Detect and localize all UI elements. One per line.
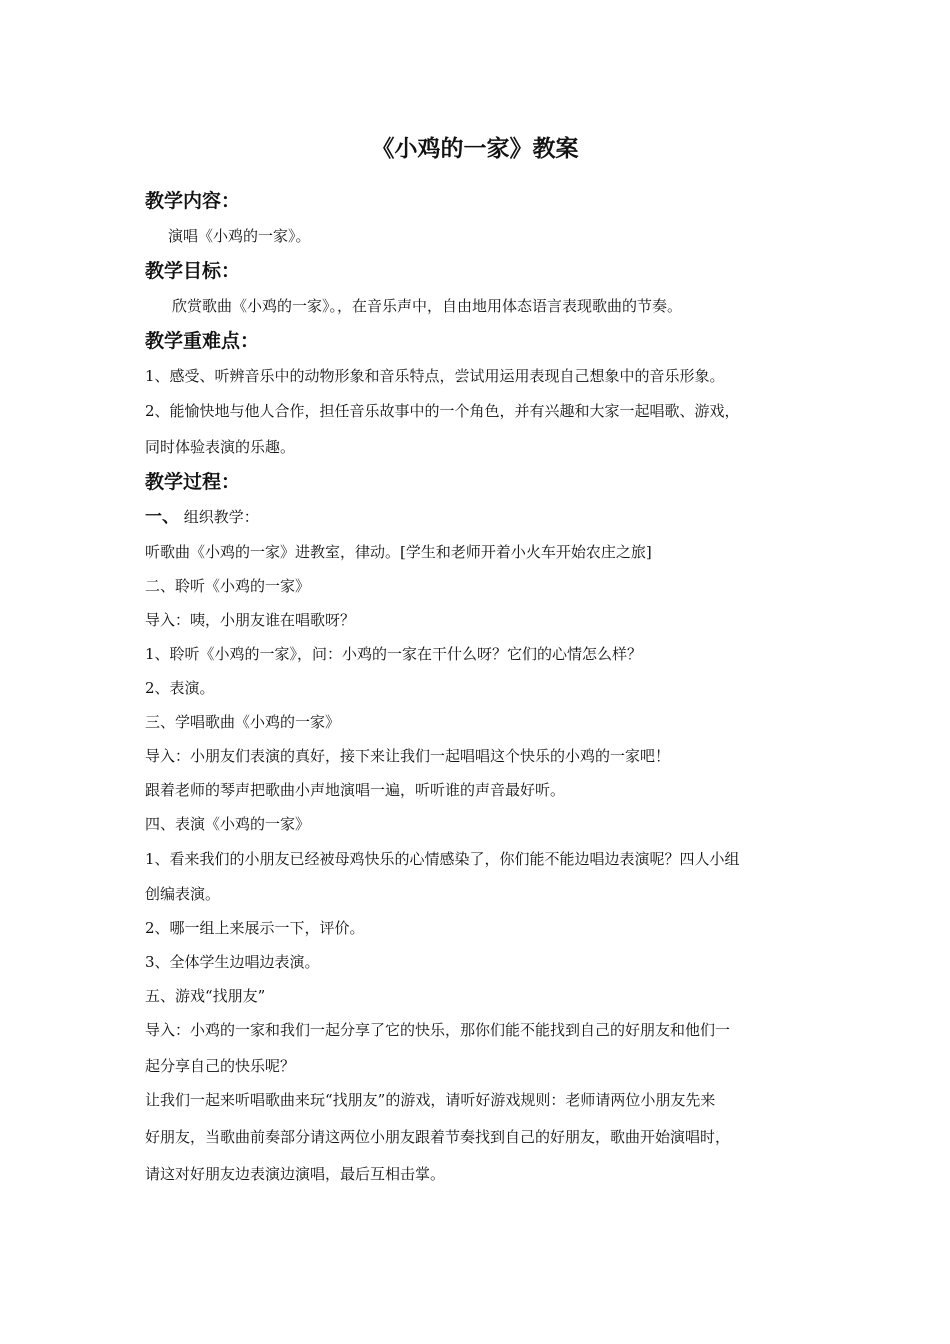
step4-item-3: 3、全体学生边唱边表演。: [145, 953, 320, 971]
step5-text-cont-1: 好朋友，当歌曲前奏部分请这两位小朋友跟着节奏找到自己的好朋友，歌曲开始演唱时，: [145, 1128, 731, 1146]
step4-title: 四、表演《小鸡的一家》: [145, 815, 311, 833]
goal-heading: 教学目标：: [145, 260, 241, 282]
difficulty-item-2-cont: 同时体验表演的乐趣。: [145, 438, 296, 456]
step4-item-1: 1、看来我们的小朋友已经被母鸡快乐的心情感染了，你们能不能边唱边表演呢？四人小组: [145, 850, 740, 868]
step3-intro: 导入：小朋友们表演的真好，接下来让我们一起唱唱这个快乐的小鸡的一家吧！: [145, 747, 671, 765]
goal-text: 欣赏歌曲《小鸡的一家》。，在音乐声中，自由地用体态语言表现歌曲的节奏。: [172, 297, 683, 315]
content-heading: 教学内容：: [145, 190, 241, 212]
step2-title: 二、聆听《小鸡的一家》: [145, 577, 311, 595]
step2-intro: 导入：咦，小朋友谁在唱歌呀？: [145, 611, 356, 629]
step1-number: 一、: [145, 507, 179, 527]
step1-title: 组织教学：: [183, 508, 259, 526]
step4-item-1-cont: 创编表演。: [145, 885, 221, 903]
step5-intro-cont: 起分享自己的快乐呢？: [145, 1057, 296, 1075]
step1-line: [145, 507, 259, 527]
difficulty-item-1: 1、感受、听辨音乐中的动物形象和音乐特点，尝试用运用表现自己想象中的音乐形象。: [145, 367, 725, 385]
step1-text: 听歌曲《小鸡的一家》进教室，律动。[学生和老师开着小火车开始农庄之旅]: [145, 543, 652, 561]
step2-item-2: 2、表演。: [145, 679, 215, 697]
process-heading: 教学过程：: [145, 471, 241, 493]
content-text: 演唱《小鸡的一家》。: [168, 227, 311, 245]
step5-text: 让我们一起来听唱歌曲来玩“找朋友”的游戏，请听好游戏规则：老师请两位小朋友先来: [145, 1091, 716, 1109]
difficulty-heading: 教学重难点：: [145, 330, 260, 352]
step5-text-cont-2: 请这对好朋友边表演边演唱，最后互相击掌。: [145, 1165, 446, 1183]
step4-item-2: 2、哪一组上来展示一下，评价。: [145, 919, 365, 937]
step5-intro: 导入：小鸡的一家和我们一起分享了它的快乐，那你们能不能找到自己的好朋友和他们一: [145, 1021, 731, 1039]
step3-title: 三、学唱歌曲《小鸡的一家》: [145, 713, 341, 731]
difficulty-item-2: 2、能愉快地与他人合作，担任音乐故事中的一个角色，并有兴趣和大家一起唱歌、游戏，: [145, 402, 740, 420]
step2-item-1: 1、聆听《小鸡的一家》，问：小鸡的一家在干什么呀？它们的心情怎么样？: [145, 645, 643, 663]
step3-text: 跟着老师的琴声把歌曲小声地演唱一遍，听听谁的声音最好听。: [145, 781, 566, 799]
page-title: 《小鸡的一家》教案: [371, 136, 579, 162]
step5-title: 五、游戏“找朋友”: [145, 987, 266, 1005]
